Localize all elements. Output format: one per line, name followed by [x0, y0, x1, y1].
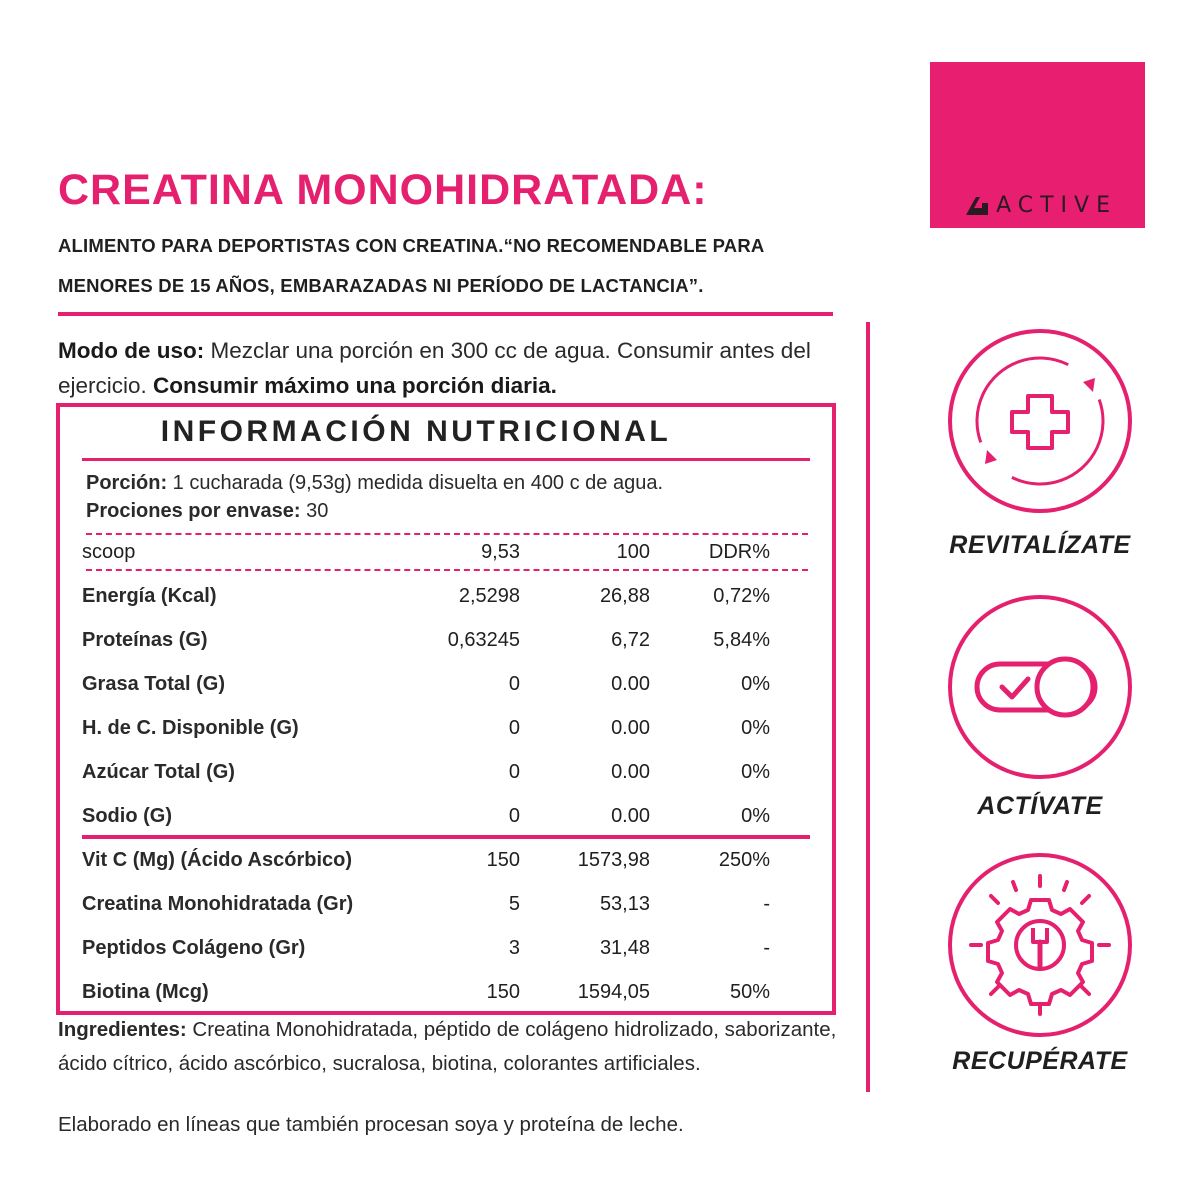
- row-value-100: 0.00: [611, 761, 650, 783]
- row-value-100: 26,88: [599, 585, 650, 607]
- row-label: Peptidos Colágeno (Gr): [82, 937, 306, 959]
- row-value-scoop: 150: [486, 981, 520, 1003]
- row-value-ddr: 0%: [741, 717, 770, 739]
- divider: [58, 312, 833, 316]
- row-label: Proteínas (G): [82, 629, 208, 651]
- ingredients: [58, 1013, 848, 1081]
- brand-mark-icon: [966, 197, 988, 215]
- usage-text: Mezclar una porción en 300 cc de agua. Consumir antes del ejercicio.: [58, 338, 811, 398]
- table-row: [82, 585, 782, 615]
- badge-label: REVITALÍZATE: [949, 531, 1131, 559]
- row-value-100: 31,48: [599, 937, 650, 959]
- row-label: Creatina Monohidratada (Gr): [82, 893, 354, 915]
- row-value-ddr: -: [763, 893, 770, 915]
- usage-emphasis: Consumir máximo una porción diaria.: [153, 373, 557, 398]
- row-value-scoop: 0,63245: [447, 629, 520, 651]
- row-label: H. de C. Disponible (G): [82, 717, 299, 739]
- brand-name: ACTIVE: [996, 193, 1117, 218]
- header-col-1: 9,53: [481, 541, 520, 563]
- row-value-scoop: 0: [508, 761, 520, 783]
- header-col-3: DDR%: [708, 541, 770, 563]
- badge-label: RECUPÉRATE: [952, 1047, 1128, 1075]
- table-row: [82, 673, 782, 703]
- row-label: Vit C (Mg) (Ácido Ascórbico): [82, 849, 352, 871]
- row-value-100: 6,72: [611, 629, 650, 651]
- header-col-2: 100: [616, 541, 650, 563]
- row-value-ddr: -: [763, 937, 770, 959]
- servings-value: 30: [300, 500, 329, 522]
- portion-label: Porción:: [86, 472, 168, 494]
- row-value-ddr: 50%: [729, 981, 770, 1003]
- table-row: [82, 629, 782, 659]
- row-value-ddr: 0%: [741, 673, 770, 695]
- row-value-scoop: 0: [508, 717, 520, 739]
- dashed-divider: [86, 569, 808, 571]
- row-value-100: 53,13: [599, 893, 650, 915]
- usage-label: Modo de uso:: [58, 338, 205, 363]
- dashed-divider: [86, 533, 808, 535]
- servings-label: Prociones por envase:: [86, 500, 301, 522]
- product-subtitle: ALIMENTO PARA DEPORTISTAS CON CREATINA.“NO RECOMENDABLE PARA MENORES DE 15 AÑOS, EMBARAZADAS NI PERÍODO DE LACTANCIA”.: [58, 235, 764, 296]
- portion-text: 1 cucharada (9,53g) medida disuelta en 400 c de agua.: [167, 472, 664, 494]
- table-row: [82, 937, 782, 967]
- badge-label: ACTÍVATE: [977, 792, 1103, 820]
- row-value-ddr: 0,72%: [713, 585, 770, 607]
- medical-cross-refresh-icon: [945, 326, 1135, 516]
- table-header-row: [82, 541, 782, 571]
- usage-instructions: [58, 333, 848, 403]
- row-value-100: 1573,98: [577, 849, 650, 871]
- row-value-ddr: 0%: [741, 761, 770, 783]
- nutrition-table: [56, 403, 836, 1015]
- row-value-100: 0.00: [611, 805, 650, 827]
- row-label: Grasa Total (G): [82, 673, 225, 695]
- table-row: [82, 805, 782, 835]
- ingredients-text: Creatina Monohidratada, péptido de colágeno hidrolizado, saborizante, ácido cítrico, ácido ascórbico, sucralosa, biotina, colorantes artificiales.: [58, 1018, 837, 1075]
- ingredients-label: Ingredientes:: [58, 1018, 187, 1041]
- product-title: CREATINA MONOHIDRATADA:: [58, 166, 708, 214]
- row-value-ddr: 0%: [741, 805, 770, 827]
- row-value-100: 1594,05: [577, 981, 650, 1003]
- row-value-scoop: 0: [508, 673, 520, 695]
- vertical-divider: [866, 322, 870, 1092]
- divider: [82, 458, 810, 461]
- row-label: Biotina (Mcg): [82, 981, 209, 1003]
- allergen-notice: Elaborado en líneas que también procesan soya y proteína de leche.: [58, 1113, 684, 1136]
- row-value-scoop: 2,5298: [458, 585, 520, 607]
- brand-logo: [930, 62, 1145, 228]
- divider: [82, 835, 810, 839]
- row-label: Energía (Kcal): [82, 585, 217, 607]
- row-value-ddr: 250%: [718, 849, 770, 871]
- row-value-100: 0.00: [611, 717, 650, 739]
- row-label: Sodio (G): [82, 805, 172, 827]
- row-value-ddr: 5,84%: [713, 629, 770, 651]
- nutrition-title: INFORMACIÓN NUTRICIONAL: [160, 415, 672, 448]
- table-row: [82, 981, 782, 1011]
- table-row: [82, 717, 782, 747]
- table-row: [82, 893, 782, 923]
- row-value-scoop: 5: [508, 893, 520, 915]
- toggle-check-icon: [945, 592, 1135, 782]
- table-row: [82, 849, 782, 879]
- row-value-100: 0.00: [611, 673, 650, 695]
- row-label: Azúcar Total (G): [82, 761, 235, 783]
- row-value-scoop: 3: [508, 937, 520, 959]
- portion-info: [86, 469, 663, 525]
- gear-wrench-icon: [945, 850, 1135, 1040]
- row-value-scoop: 0: [508, 805, 520, 827]
- header-label: scoop: [82, 541, 136, 563]
- row-value-scoop: 150: [486, 849, 520, 871]
- table-row: [82, 761, 782, 791]
